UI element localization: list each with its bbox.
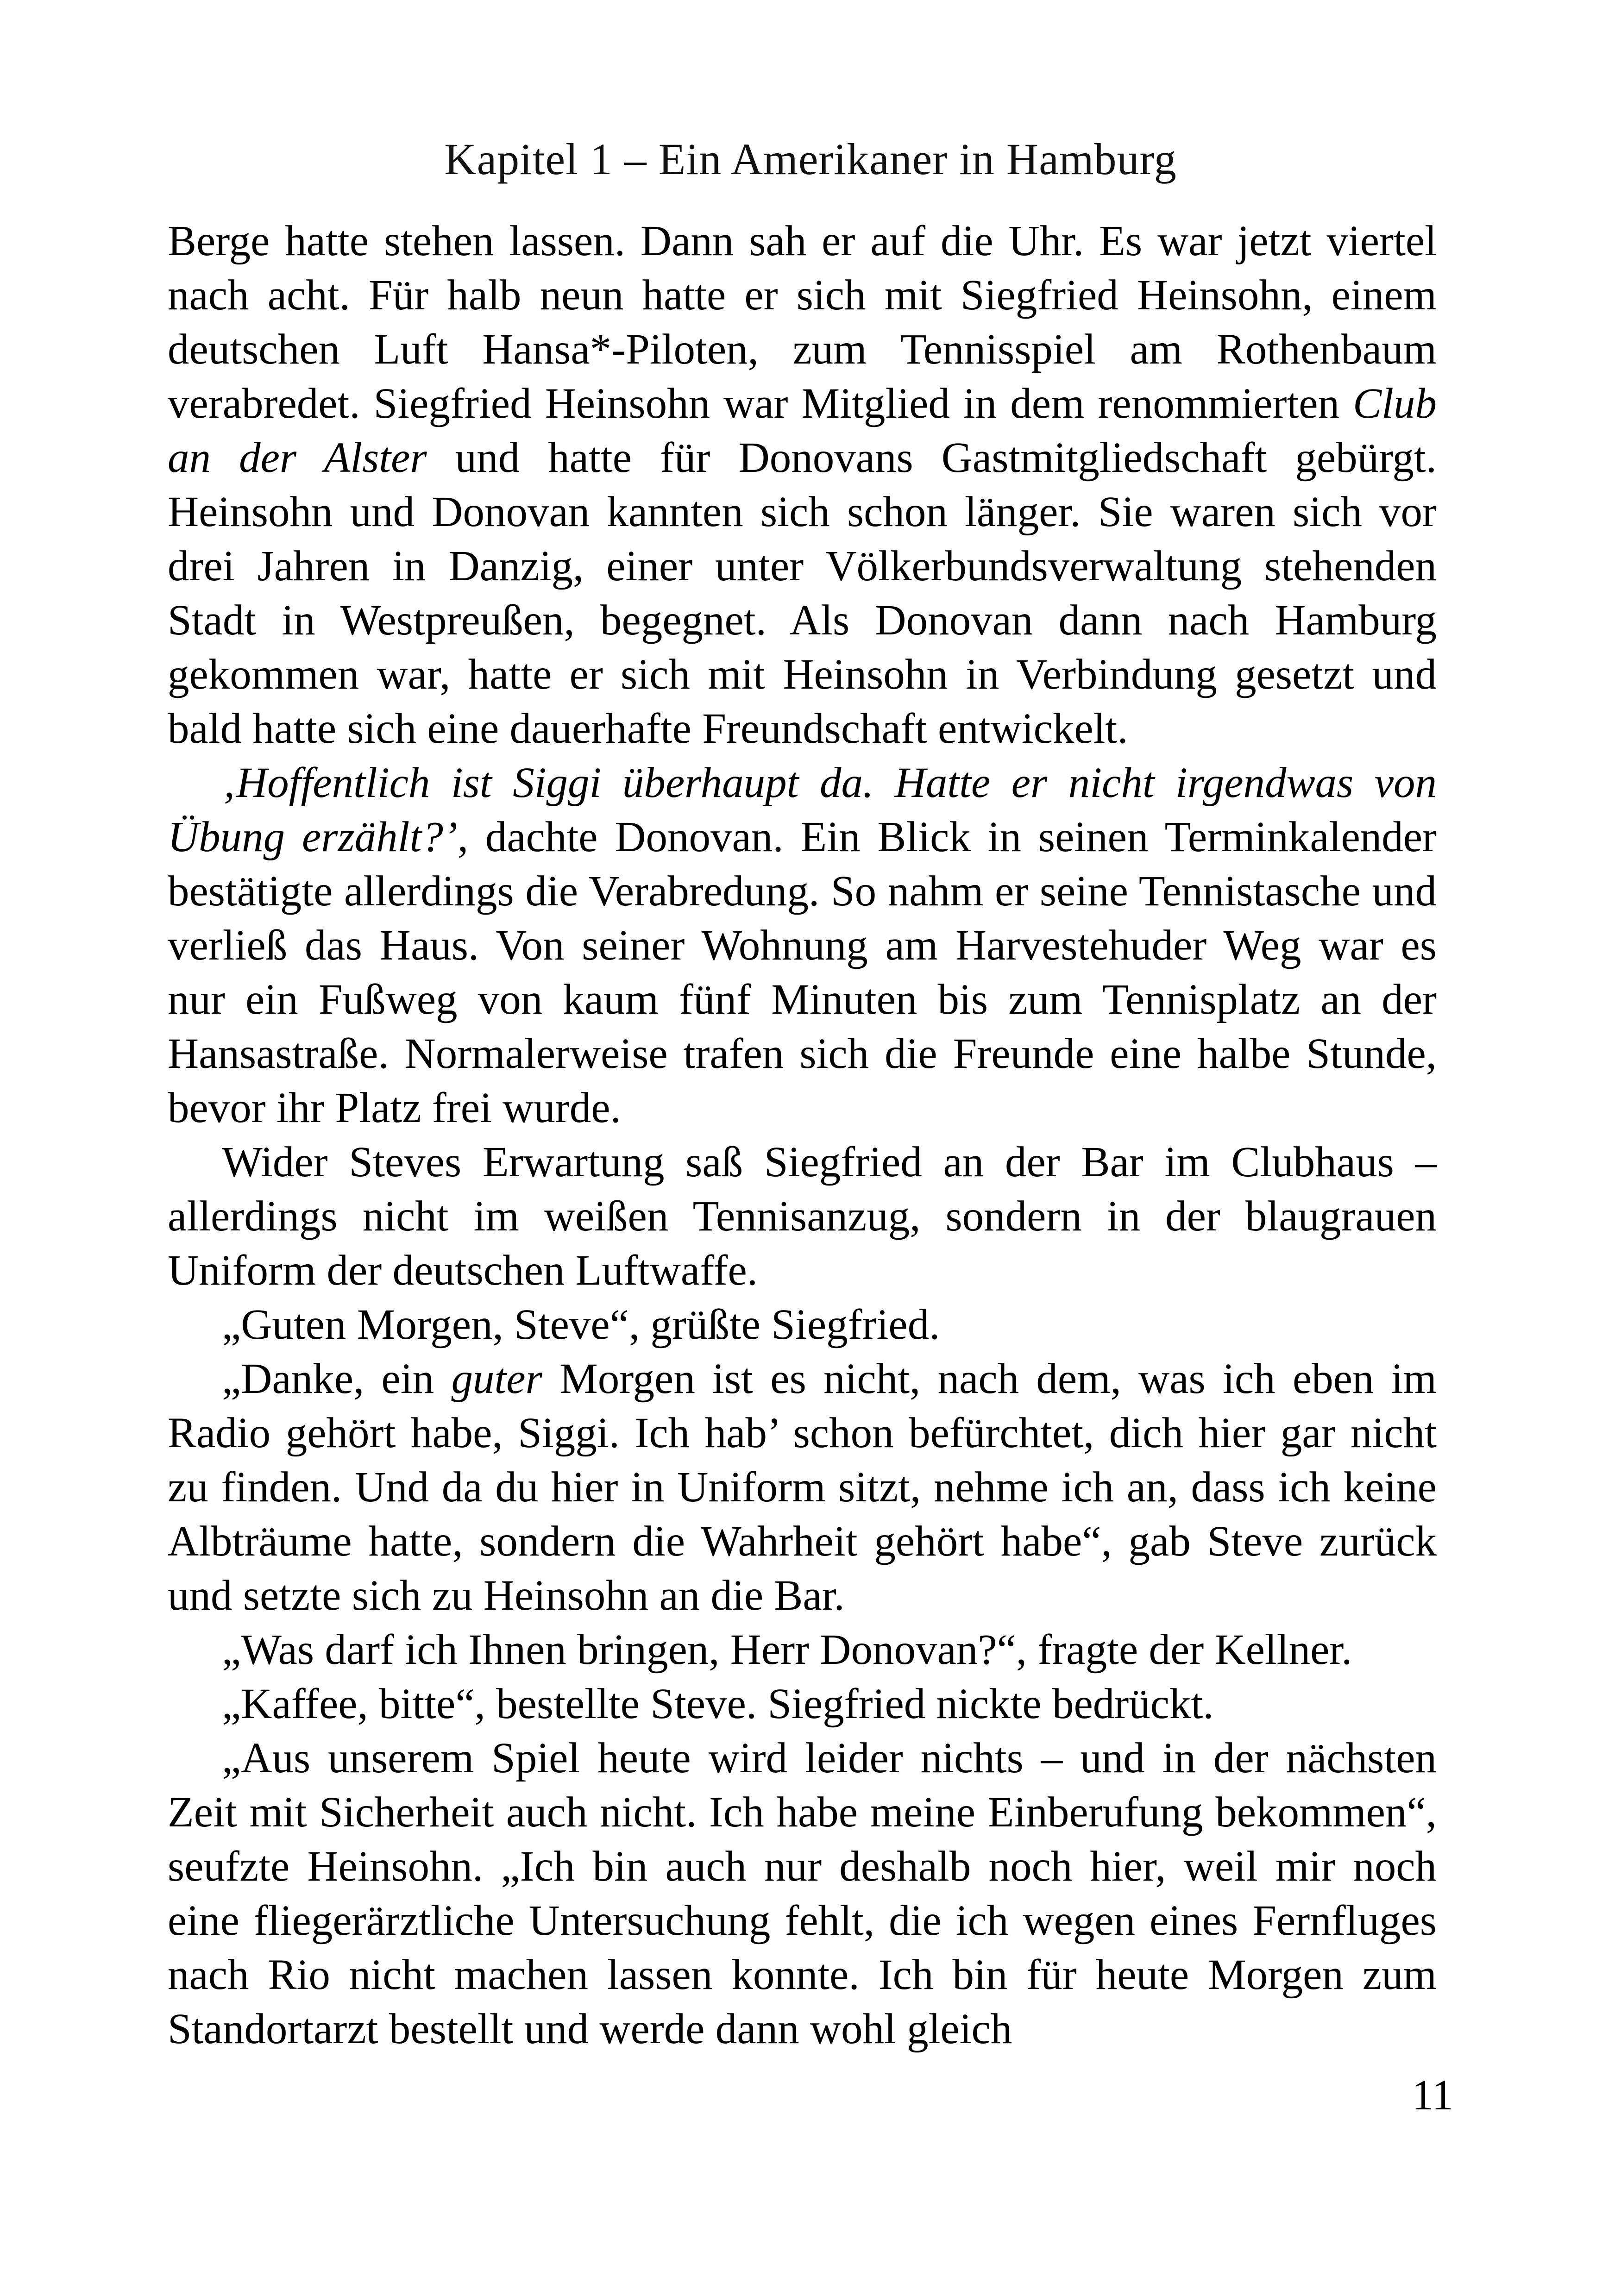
paragraph-text: und hatte für Donovans Gastmitgliedschaft gebürgt. Heinsohn und Donovan kannten sich schon länger. Sie waren sich vor drei Jahren in Danzig, einer unter Völkerbundsverwaltung stehenden Stadt in Westpreußen, begegnet. Als Donovan dann nach Hamburg gekommen war, hatte er sich mit Heinsohn in Verbindung gesetzt und bald hatte sich eine dauerhafte Freundschaft entwickelt. [168, 434, 1437, 753]
emphasis-italic: guter [451, 1355, 542, 1403]
paragraph [168, 1352, 1437, 1623]
thought-italic: ‚Hoffentlich ist Siggi überhaupt da. Hatte er nicht irgendwas von Übung erzählt?’ [168, 759, 1437, 861]
paragraph [168, 214, 1437, 756]
paragraph-text: , dachte Donovan. Ein Blick in seinen Terminkalender bestätigte allerdings die Verabredung. So nahm er seine Tennistasche und verließ das Haus. Von seiner Wohnung am Harvestehuder Weg war es nur ein Fußweg von kaum fünf Minuten bis zum Tennisplatz an der Hansastraße. Normalerweise trafen sich die Freunde eine halbe Stunde, bevor ihr Platz frei wurde. [168, 813, 1437, 1132]
body-text [168, 214, 1437, 2056]
paragraph: „Aus unserem Spiel heute wird leider nichts – und in der nächsten Zeit mit Sicherheit auch nicht. Ich habe meine Einberufung bekommen“, seufzte Heinsohn. „Ich bin auch nur deshalb noch hier, weil mir noch eine fliegerärztliche Untersuchung fehlt, die ich wegen eines Fernfluges nach Rio nicht machen lassen konnte. Ich bin für heute Morgen zum Standortarzt bestellt und werde dann wohl gleich [168, 1734, 1437, 2053]
paragraph-text: „Danke, ein [222, 1355, 452, 1403]
paragraph: „Kaffee, bitte“, bestellte Steve. Siegfried nickte bedrückt. [222, 1680, 1214, 1728]
page-number: 11 [1412, 2071, 1453, 2119]
paragraph: „Guten Morgen, Steve“, grüßte Siegfried. [222, 1301, 940, 1349]
paragraph: Wider Steves Erwartung saß Siegfried an der Bar im Clubhaus – allerdings nicht im weißen Tennisanzug, sondern in der blaugrauen Uniform der deutschen Luftwaffe. [168, 1138, 1437, 1294]
paragraph-text: Morgen ist es nicht, nach dem, was ich eben im Radio gehört habe, Siggi. Ich hab’ schon befürchtet, dich hier gar nicht zu finden. Und da du hier in Uniform sitzt, nehme ich an, dass ich keine Albträume hatte, sondern die Wahrheit gehört habe“, gab Steve zurück und setzte sich zu Heinsohn an die Bar. [168, 1355, 1437, 1619]
paragraph: „Was darf ich Ihnen bringen, Herr Donovan?“, fragte der Kellner. [222, 1626, 1352, 1674]
paragraph-text: Berge hatte stehen lassen. Dann sah er auf die Uhr. Es war jetzt viertel nach acht. Für halb neun hatte er sich mit Siegfried Heinsohn, einem deutschen Luft Hansa*-Piloten, zum Tennisspiel am Rothenbaum verabredet. Siegfried Heinsohn war Mitglied in dem renommierten [168, 217, 1437, 427]
running-header: Kapitel 1 – Ein Amerikaner in Hamburg [444, 134, 1177, 184]
paragraph [168, 756, 1437, 1135]
club-name-italic: Club an der Alster [168, 380, 1437, 482]
